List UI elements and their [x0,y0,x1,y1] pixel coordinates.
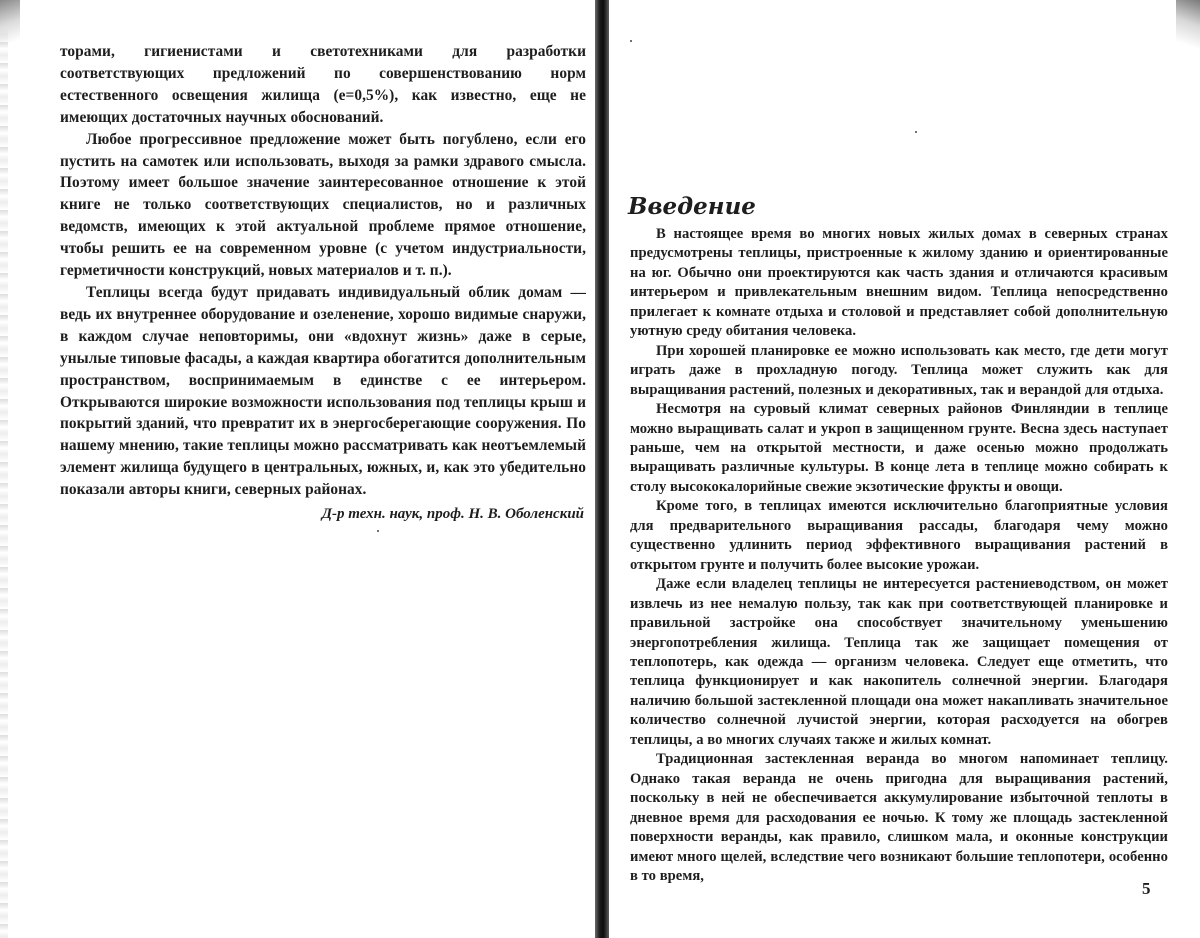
paragraph: Любое прогрессивное предложение может быть погублено, если его пустить на самотек или использовать, выходя за рамки здравого смысла. Поэтому имеет большое значение заинтересованное отношение к этой книге не только соответствующих специалистов, но и различных ведомств, имеющих к этой актуальной проблеме прямое отношение, чтобы решить ее на современном уровне (с учетом индустриальности, герметичности конструкций, новых материалов и т. п.). [60,130,586,280]
paragraph: Теплицы всегда будут придавать индивидуальный облик домам — ведь их внутреннее оборудование и озеленение, хорошо видимые снаружи, в каждом случае неповторимы, они «вдохнут жизнь» даже в серые, унылые типовые фасады, а каждая квартира обогатится дополнительным пространством, воспринимаемым в единстве с ее интерьером. Открываются широкие возможности использования под теплицы крыш и покрытий зданий, что превратит их в энергосберегающие сооружения. По нашему мнению, такие теплицы можно рассматривать как неотъемлемый элемент жилища будущего в центральных, южных, и, как это убедительно показали авторы книги, северных районах. [60,283,586,499]
print-speck [377,530,379,532]
paragraph: Кроме того, в теплицах имеются исключительно благоприятные условия для предварительного выращивания рассады, благодаря чему можно существенно удлинить период эффективного выращивания растений в открытом грунте и получить более высокие урожаи. [630,498,1168,573]
left-page [0,0,596,938]
author-signature: Д-р техн. наук, проф. Н. В. Оболенский [321,506,584,523]
paragraph: В настоящее время во многих новых жилых домах в северных странах предусмотрены теплицы, пристроенные к жилому зданию и ориентированные на юг. Обычно они проектируются как часть здания и отличаются красивым интерьером и привлекательным внешним видом. Теплица непосредственно прилегает к комнате отдыха и столовой и представляет собой дополнительную уютную среду обитания человека. [630,226,1168,340]
right-page-text [630,225,1168,886]
paragraph: При хорошей планировке ее можно использовать как место, где дети могут играть даже в прохладную погоду. Теплица может служить как для выращивания растений, полезных и декоративных, так и верандой для отдыха. [630,342,1168,398]
chapter-heading: Введение [628,193,756,220]
page-corner-stain [0,0,20,52]
paragraph: торами, гигиенистами и светотехниками для разработки соответствующих предложений по совершенствованию норм естественного освещения жилища (е=0,5%), как известно, еще не имеющих достаточных научных обоснований. [60,43,586,126]
page-corner-stain [1176,0,1200,58]
paragraph: Несмотря на суровый климат северных районов Финляндии в теплице можно выращивать салат и укроп в защищенном грунте. Весна здесь наступает раньше, чем на открытой местности, и даже осенью можно продолжать выращивать различные культуры. В конце лета в теплице можно собирать к столу высококалорийные свежие экзотические фрукты и овощи. [630,401,1168,495]
book-gutter [595,0,609,938]
print-speck [630,40,632,42]
page-edge-shadow [0,0,8,938]
print-speck [915,131,917,133]
left-page-text [60,41,586,525]
paragraph: Даже если владелец теплицы не интересуется растениеводством, он может извлечь из нее немалую пользу, так как при соответствующей планировке и правильной застройке она способствует значительному уменьшению энергопотребления жилища. Теплица так же защищает помещения от теплопотерь, как одежда — организм человека. Следует еще отметить, что теплица функционирует и как накопитель солнечной энергии. Благодаря наличию большой застекленной площади она может накапливать значительное количество солнечной лучистой энергии, которая расходуется на обогрев теплицы, а во многих случаях также и жилых комнат. [630,576,1168,748]
right-page [610,0,1200,938]
page-number: 5 [1142,879,1151,898]
paragraph: Традиционная застекленная веранда во многом напоминает теплицу. Однако такая веранда не очень пригодна для выращивания растений, поскольку в ней не обеспечивается аккумулирование избыточной теплоты в дневное время для расходования ее ночью. К тому же площадь застекленной поверхности веранды, как правило, слишком мала, и оконные конструкции имеют много щелей, вследствие чего возникают большие теплопотери, особенно в то время, [630,751,1168,884]
